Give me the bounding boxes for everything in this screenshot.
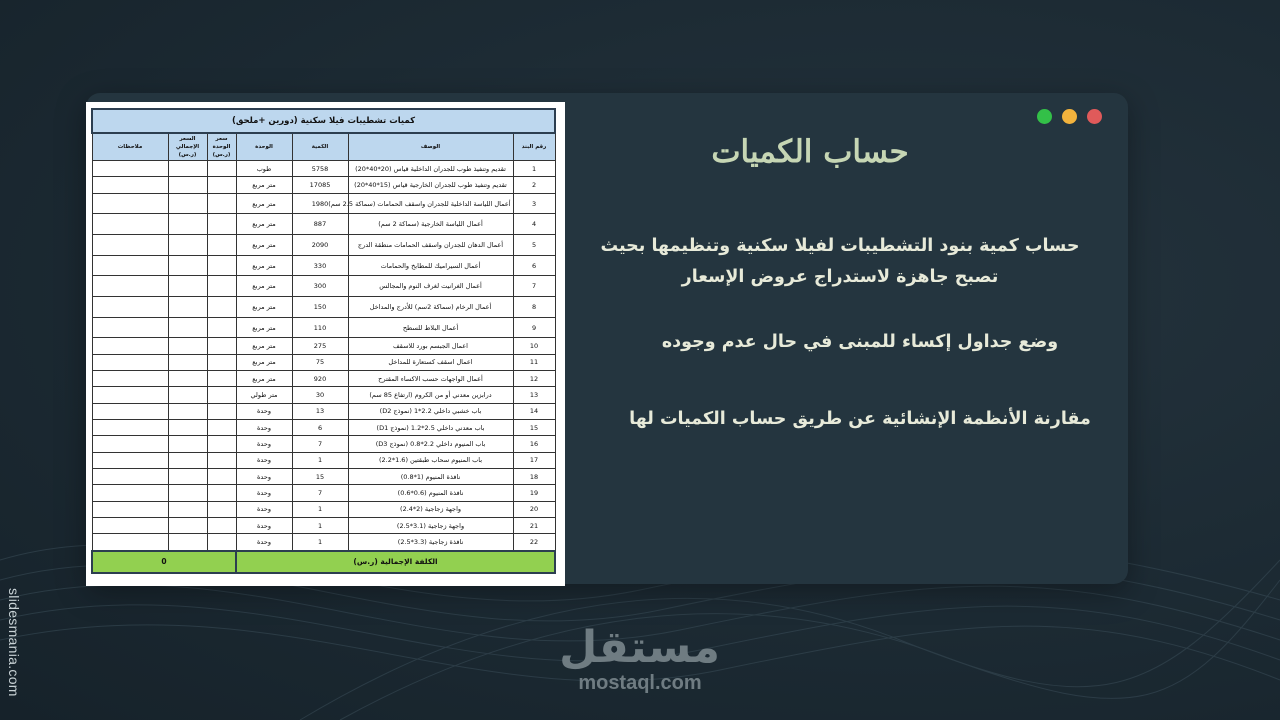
cell-item-no: 18 bbox=[513, 469, 555, 485]
table-row bbox=[92, 469, 555, 485]
cell-total-price bbox=[168, 177, 207, 193]
cell-total-price bbox=[168, 501, 207, 517]
col-description: الوصف bbox=[348, 133, 513, 161]
cell-unit: وحدة bbox=[236, 403, 292, 419]
cell-item-no: 20 bbox=[513, 501, 555, 517]
cell-item-no: 13 bbox=[513, 387, 555, 403]
cell-notes bbox=[92, 255, 168, 276]
cell-quantity: 150 bbox=[292, 297, 348, 318]
cell-item-no: 8 bbox=[513, 297, 555, 318]
cell-notes bbox=[92, 452, 168, 468]
cell-notes bbox=[92, 354, 168, 370]
cell-item-no: 6 bbox=[513, 255, 555, 276]
cell-total-price bbox=[168, 420, 207, 436]
cell-item-no: 22 bbox=[513, 534, 555, 551]
table-row bbox=[92, 255, 555, 276]
cell-unit-price bbox=[207, 387, 236, 403]
cell-notes bbox=[92, 387, 168, 403]
cell-description: باب المنيوم داخلي 2.2*0.8 (نموذج D3) bbox=[348, 436, 513, 452]
cell-unit: متر مربع bbox=[236, 235, 292, 256]
cell-total-price bbox=[168, 297, 207, 318]
col-unit-price: سعر الوحدة (ر.س) bbox=[207, 133, 236, 161]
table-title: كميات تشطيبات فيلا سكنية (دورين +ملحق) bbox=[92, 109, 555, 133]
cell-unit: متر مربع bbox=[236, 255, 292, 276]
cell-notes bbox=[92, 485, 168, 501]
cell-notes bbox=[92, 161, 168, 177]
table-row bbox=[92, 161, 555, 177]
cell-unit: متر مربع bbox=[236, 354, 292, 370]
slide-title: حساب الكميات bbox=[711, 134, 909, 170]
cell-quantity: 7 bbox=[292, 436, 348, 452]
table-row bbox=[92, 338, 555, 354]
cell-notes bbox=[92, 436, 168, 452]
bullet-1: حساب كمية بنود التشطيبات لفيلا سكنية وتنظيمها بحيث تصبح جاهزة لاستدراج عروض الإسعار bbox=[600, 236, 1080, 287]
cell-total-price bbox=[168, 518, 207, 534]
table-row bbox=[92, 297, 555, 318]
cell-notes bbox=[92, 420, 168, 436]
cell-unit-price bbox=[207, 193, 236, 214]
cell-description: تقديم وتنفيذ طوب للجدران الخارجية قياس (15*40*20) bbox=[348, 177, 513, 193]
cell-description: أعمال الغرانيت لغرف النوم والمجالس bbox=[348, 276, 513, 297]
cell-unit: متر مربع bbox=[236, 317, 292, 338]
total-label: الكلفة الإجمالية (ر.س) bbox=[236, 551, 555, 573]
cell-item-no: 11 bbox=[513, 354, 555, 370]
cell-quantity: 30 bbox=[292, 387, 348, 403]
cell-unit: وحدة bbox=[236, 485, 292, 501]
cell-total-price bbox=[168, 403, 207, 419]
cell-quantity: 330 bbox=[292, 255, 348, 276]
cell-unit-price bbox=[207, 534, 236, 551]
cell-quantity: 13 bbox=[292, 403, 348, 419]
cell-item-no: 3 bbox=[513, 193, 555, 214]
cell-item-no: 16 bbox=[513, 436, 555, 452]
cell-total-price bbox=[168, 214, 207, 235]
cell-total-price bbox=[168, 436, 207, 452]
bullet-2: وضع جداول إكساء للمبنى في حال عدم وجوده bbox=[661, 332, 1059, 352]
cell-total-price bbox=[168, 193, 207, 214]
col-item-no: رقم البند bbox=[513, 133, 555, 161]
cell-description: اعمال الجبسم بورد للاسقف bbox=[348, 338, 513, 354]
cell-description: باب المنيوم سحاب طبقتين (1.6*2.2) bbox=[348, 452, 513, 468]
cell-item-no: 1 bbox=[513, 161, 555, 177]
cell-unit-price bbox=[207, 469, 236, 485]
cell-unit-price bbox=[207, 518, 236, 534]
cell-notes bbox=[92, 371, 168, 387]
cell-total-price bbox=[168, 534, 207, 551]
cell-description: باب معدني داخلي 2.5*1.2 (نموذج D1) bbox=[348, 420, 513, 436]
cell-total-price bbox=[168, 354, 207, 370]
cell-notes bbox=[92, 297, 168, 318]
cell-quantity: 920 bbox=[292, 371, 348, 387]
cell-notes bbox=[92, 235, 168, 256]
table-row bbox=[92, 420, 555, 436]
cell-description: أعمال الواجهات حسب الاكساء المقترح bbox=[348, 371, 513, 387]
quantities-table bbox=[91, 108, 556, 574]
cell-item-no: 10 bbox=[513, 338, 555, 354]
cell-item-no: 12 bbox=[513, 371, 555, 387]
cell-item-no: 17 bbox=[513, 452, 555, 468]
cell-notes bbox=[92, 469, 168, 485]
cell-unit-price bbox=[207, 501, 236, 517]
cell-item-no: 7 bbox=[513, 276, 555, 297]
cell-total-price bbox=[168, 276, 207, 297]
cell-notes bbox=[92, 518, 168, 534]
cell-quantity: 1 bbox=[292, 501, 348, 517]
cell-description: اعمال اسقف كستعارة للمداخل bbox=[348, 354, 513, 370]
cell-unit: متر مربع bbox=[236, 338, 292, 354]
cell-unit-price bbox=[207, 485, 236, 501]
table-row bbox=[92, 501, 555, 517]
cell-quantity: 6 bbox=[292, 420, 348, 436]
cell-unit: متر مربع bbox=[236, 371, 292, 387]
cell-notes bbox=[92, 317, 168, 338]
cell-item-no: 4 bbox=[513, 214, 555, 235]
cell-quantity: 1 bbox=[292, 452, 348, 468]
cell-total-price bbox=[168, 452, 207, 468]
cell-description: أعمال البلاط للسطح bbox=[348, 317, 513, 338]
cell-item-no: 14 bbox=[513, 403, 555, 419]
cell-description: أعمال اللياسة الداخلية للجدران واسقف الحمامات (سماكة 2.5 سم) bbox=[348, 193, 513, 214]
cell-unit: متر طولي bbox=[236, 387, 292, 403]
cell-quantity: 2090 bbox=[292, 235, 348, 256]
cell-unit-price bbox=[207, 255, 236, 276]
col-notes: ملاحظات bbox=[92, 133, 168, 161]
cell-quantity: 110 bbox=[292, 317, 348, 338]
cell-unit: وحدة bbox=[236, 420, 292, 436]
table-row bbox=[92, 403, 555, 419]
table-row bbox=[92, 177, 555, 193]
cell-total-price bbox=[168, 161, 207, 177]
cell-unit: وحدة bbox=[236, 469, 292, 485]
cell-quantity: 1 bbox=[292, 518, 348, 534]
cell-description: نافذة زجاجية (3.3*2.5) bbox=[348, 534, 513, 551]
cell-notes bbox=[92, 403, 168, 419]
cell-unit: وحدة bbox=[236, 436, 292, 452]
cell-item-no: 5 bbox=[513, 235, 555, 256]
cell-description: نافذة المنيوم (0.6*0.6) bbox=[348, 485, 513, 501]
cell-unit-price bbox=[207, 297, 236, 318]
col-quantity: الكمية bbox=[292, 133, 348, 161]
cell-unit: متر مربع bbox=[236, 193, 292, 214]
cell-quantity: 300 bbox=[292, 276, 348, 297]
table-row bbox=[92, 452, 555, 468]
cell-item-no: 19 bbox=[513, 485, 555, 501]
cell-total-price bbox=[168, 317, 207, 338]
cell-total-price bbox=[168, 235, 207, 256]
cell-total-price bbox=[168, 469, 207, 485]
cell-quantity: 275 bbox=[292, 338, 348, 354]
cell-unit-price bbox=[207, 403, 236, 419]
cell-unit: وحدة bbox=[236, 534, 292, 551]
cell-description: تقديم وتنفيذ طوب للجدران الداخلية قياس (20*40*20) bbox=[348, 161, 513, 177]
cell-unit-price bbox=[207, 338, 236, 354]
cell-quantity: 1980 bbox=[292, 193, 348, 214]
col-unit: الوحدة bbox=[236, 133, 292, 161]
cell-unit: متر مربع bbox=[236, 214, 292, 235]
cell-unit-price bbox=[207, 214, 236, 235]
cell-unit: طوب bbox=[236, 161, 292, 177]
cell-description: أعمال الرخام (سماكة 2سم) للأدرج والمداخل bbox=[348, 297, 513, 318]
cell-unit-price bbox=[207, 354, 236, 370]
cell-description: أعمال السيراميك للمطابخ والحمامات bbox=[348, 255, 513, 276]
cell-quantity: 1 bbox=[292, 534, 348, 551]
cell-unit-price bbox=[207, 177, 236, 193]
cell-description: واجهة زجاجية (2*2.4) bbox=[348, 501, 513, 517]
cell-item-no: 21 bbox=[513, 518, 555, 534]
table-row bbox=[92, 534, 555, 551]
total-row bbox=[92, 551, 555, 573]
cell-description: واجهة زجاجية (3.1*2.5) bbox=[348, 518, 513, 534]
cell-unit: متر مربع bbox=[236, 177, 292, 193]
cell-unit-price bbox=[207, 161, 236, 177]
cell-notes bbox=[92, 177, 168, 193]
cell-unit-price bbox=[207, 452, 236, 468]
cell-quantity: 75 bbox=[292, 354, 348, 370]
maximize-dot[interactable] bbox=[1037, 109, 1052, 124]
cell-quantity: 15 bbox=[292, 469, 348, 485]
cell-unit-price bbox=[207, 235, 236, 256]
bullet-3: مقارنة الأنظمة الإنشائية عن طريق حساب الكميات لها bbox=[629, 409, 1091, 429]
cell-quantity: 17085 bbox=[292, 177, 348, 193]
table-row bbox=[92, 387, 555, 403]
cell-description: درابزين معدني أو من الكروم (ارتفاع 85 سم) bbox=[348, 387, 513, 403]
cell-total-price bbox=[168, 371, 207, 387]
table-row bbox=[92, 518, 555, 534]
cell-unit: وحدة bbox=[236, 518, 292, 534]
table-row bbox=[92, 235, 555, 256]
table-row bbox=[92, 193, 555, 214]
cell-unit: متر مربع bbox=[236, 297, 292, 318]
logo-arabic: مستقل bbox=[559, 622, 720, 673]
cell-notes bbox=[92, 193, 168, 214]
cell-unit: وحدة bbox=[236, 452, 292, 468]
table-row bbox=[92, 371, 555, 387]
cell-notes bbox=[92, 214, 168, 235]
window-controls bbox=[1037, 109, 1102, 124]
table-body bbox=[92, 161, 555, 552]
cell-description: أعمال الدهان للجدران واسقف الحمامات منطقة الدرج bbox=[348, 235, 513, 256]
cell-item-no: 9 bbox=[513, 317, 555, 338]
cell-quantity: 5758 bbox=[292, 161, 348, 177]
cell-notes bbox=[92, 534, 168, 551]
cell-unit-price bbox=[207, 317, 236, 338]
minimize-dot[interactable] bbox=[1062, 109, 1077, 124]
table-row bbox=[92, 317, 555, 338]
cell-unit-price bbox=[207, 436, 236, 452]
cell-quantity: 7 bbox=[292, 485, 348, 501]
table-row bbox=[92, 436, 555, 452]
quantities-sheet-image bbox=[86, 102, 565, 586]
cell-unit-price bbox=[207, 420, 236, 436]
table-row bbox=[92, 354, 555, 370]
cell-total-price bbox=[168, 387, 207, 403]
cell-notes bbox=[92, 338, 168, 354]
cell-description: باب خشبي داخلي 2.2*1 (نموذج D2) bbox=[348, 403, 513, 419]
table-row bbox=[92, 485, 555, 501]
cell-item-no: 2 bbox=[513, 177, 555, 193]
cell-total-price bbox=[168, 338, 207, 354]
cell-total-price bbox=[168, 255, 207, 276]
cell-notes bbox=[92, 501, 168, 517]
side-watermark: slidesmania.com bbox=[6, 588, 22, 697]
mostaql-logo bbox=[560, 624, 720, 694]
cell-quantity: 887 bbox=[292, 214, 348, 235]
cell-item-no: 15 bbox=[513, 420, 555, 436]
col-total-price: السعر الإجمالي (ر.س) bbox=[168, 133, 207, 161]
cell-unit-price bbox=[207, 371, 236, 387]
table-row bbox=[92, 214, 555, 235]
table-row bbox=[92, 276, 555, 297]
cell-notes bbox=[92, 276, 168, 297]
cell-description: أعمال اللياسة الخارجية (سماكة 2 سم) bbox=[348, 214, 513, 235]
total-value: 0 bbox=[92, 551, 236, 573]
close-dot[interactable] bbox=[1087, 109, 1102, 124]
cell-total-price bbox=[168, 485, 207, 501]
cell-description: نافذة المنيوم (1*0.8) bbox=[348, 469, 513, 485]
logo-latin: mostaql.com bbox=[578, 672, 702, 694]
cell-unit-price bbox=[207, 276, 236, 297]
cell-unit: متر مربع bbox=[236, 276, 292, 297]
cell-unit: وحدة bbox=[236, 501, 292, 517]
